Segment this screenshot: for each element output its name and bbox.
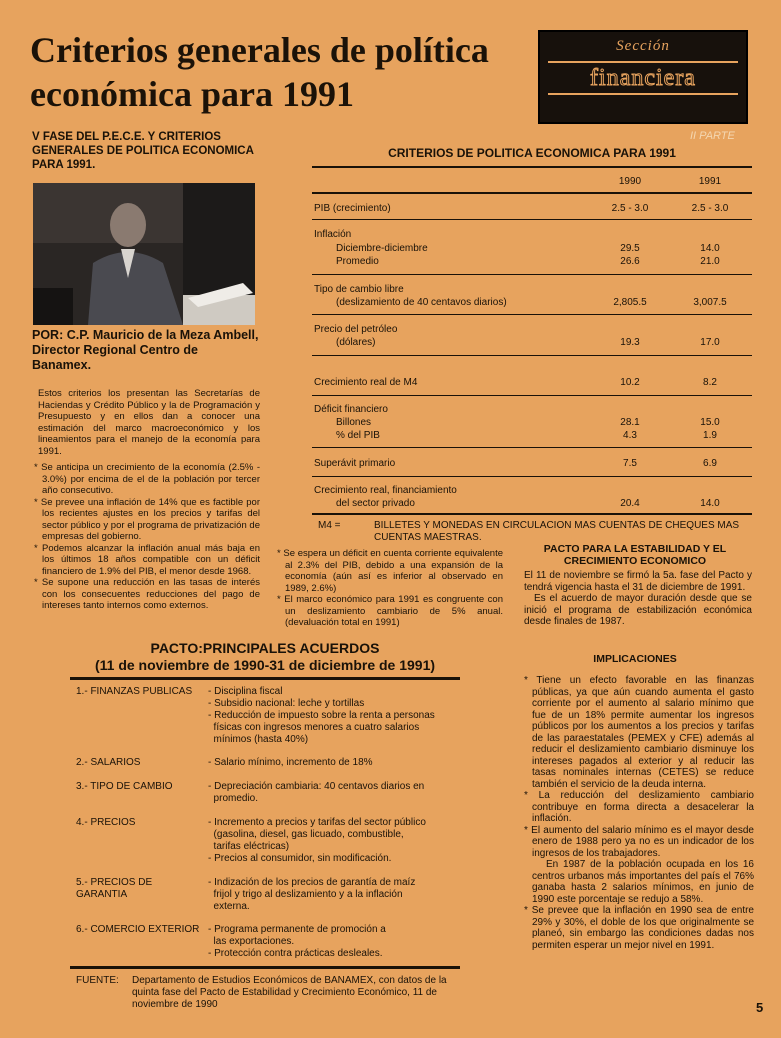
page-title: Criterios generales de política económica para 1991 bbox=[30, 30, 489, 114]
pacto-heading: PACTO PARA LA ESTABILIDAD Y EL CRECIMIENTO ECONOMICO bbox=[543, 543, 727, 567]
table-cell: 7.5 bbox=[623, 458, 637, 469]
criteria-table-title: CRITERIOS DE POLITICA ECONOMICA PARA 1991 bbox=[388, 146, 676, 160]
table-cell: 4.3 bbox=[623, 430, 637, 441]
implicaciones-list bbox=[522, 675, 754, 951]
list-item: * La reducción del deslizamiento cambiario contribuye en forma directa a desacelerar la inflación. bbox=[524, 790, 754, 824]
list-item: * Se espera un déficit en cuenta corriente equivalente al 2.3% del PIB, debido a una expansión de la economía (aún así es inferior al observado en 1989, 2.6%) bbox=[277, 548, 503, 594]
section-badge bbox=[538, 30, 748, 124]
table-row: del sector privado bbox=[336, 498, 415, 509]
table-cell: 15.0 bbox=[700, 417, 720, 428]
row-divider bbox=[312, 395, 752, 396]
m4-key: M4 = bbox=[318, 520, 341, 531]
acuerdo-name: 5.- PRECIOS DE GARANTIA bbox=[76, 877, 153, 900]
acuerdo-name: 1.- FINANZAS PUBLICAS bbox=[76, 686, 193, 697]
table-cell: 14.0 bbox=[700, 498, 720, 509]
table-row: Superávit primario bbox=[314, 458, 396, 469]
list-item: * El aumento del salario mínimo es el mayor desde enero de 1988 pero ya no es un indicador de los ingresos de los trabajadores. bbox=[524, 824, 754, 859]
acuerdos-heading bbox=[70, 640, 460, 674]
acuerdos-period: (11 de noviembre de 1990-31 de diciembre de 1991) bbox=[94, 657, 436, 673]
table-cell: 6.9 bbox=[703, 458, 717, 469]
row-divider bbox=[312, 314, 752, 315]
table-cell: 26.6 bbox=[620, 256, 640, 267]
table-cell: 19.3 bbox=[620, 337, 640, 348]
table-cell: 2,805.5 bbox=[613, 297, 647, 308]
table-cell: 3,007.5 bbox=[693, 297, 727, 308]
row-divider bbox=[312, 447, 752, 448]
source-note bbox=[76, 975, 456, 1011]
list-item: * Se anticipa un crecimiento de la economía (2.5% - 3.0%) por encima de el de la población por tercer año consecutivo. bbox=[34, 462, 260, 496]
table-row: Crecimiento real de M4 bbox=[314, 377, 418, 388]
author-photo bbox=[33, 183, 255, 325]
table-row: Diciembre-diciembre bbox=[336, 243, 428, 254]
acuerdo-desc: - Incremento a precios y tarifas del sector público (gasolina, diesel, gas licuado, combustible, tarifas eléctricas) - Precios al consumidor, sin modificación. bbox=[208, 817, 426, 864]
list-item: * Podemos alcanzar la inflación anual más baja en los últimos 18 años compatible con un déficit financiero de 1.9% del PIB, el menor desde 1968. bbox=[34, 542, 260, 577]
acuerdo-desc: - Depreciación cambiaria: 40 centavos diarios en promedio. bbox=[208, 781, 425, 804]
list-item: * El marco económico para 1991 es congruente con un deslizamiento cambiario de 5% anual. (devaluación total en 1991) bbox=[277, 594, 503, 628]
table-row: Crecimiento real, financiamiento bbox=[314, 485, 457, 496]
table-cell: 14.0 bbox=[700, 243, 720, 254]
table-cell: 10.2 bbox=[620, 377, 640, 388]
acuerdo-desc: - Disciplina fiscal - Subsidio nacional: leche y tortillas - Reducción de impuesto sobre la renta a personas físicas con ingresos menores a cuatro salarios mínimos (hasta 40%) bbox=[208, 686, 435, 745]
row-divider bbox=[312, 274, 752, 275]
table-cell: 1.9 bbox=[703, 430, 717, 441]
m4-footnote bbox=[318, 520, 758, 544]
table-cell: 29.5 bbox=[620, 243, 640, 254]
table-bottom-rule bbox=[312, 513, 752, 515]
table-header-rule bbox=[312, 192, 752, 194]
table-row: Billones bbox=[336, 417, 372, 428]
pacto-text bbox=[524, 570, 752, 628]
table-row: % del PIB bbox=[336, 430, 380, 441]
row-divider bbox=[312, 219, 752, 220]
table-row: (dólares) bbox=[336, 337, 376, 348]
acuerdo-desc: - Indización de los precios de garantía de maíz frijol y trigo al deslizamiento y a la inflación externa. bbox=[208, 877, 416, 912]
acuerdo-desc: - Programa permanente de promoción a las exportaciones. - Protección contra prácticas desleales. bbox=[208, 924, 386, 959]
list-item: * Se prevee una inflación de 14% que es factible por los recientes ajustes en los precios y tarifas del sector público y por el programa de privatización de empresas del gobierno. bbox=[34, 496, 260, 542]
table-row: Precio del petróleo bbox=[314, 324, 398, 335]
list-item: * Tiene un efecto favorable en las finanzas públicas, ya que aún cuando aumenta el gasto corriente por el aumento al salario mínimo que fue de un 18% permite aumentar los ingresos públicos por los aumentos a los precios y tarifas de las paraestatales (PEMEX y CFE) además al reducir el deslizamiento cambiario disminuye los intereses pagados al exterior y al reducir las tasas nominales internas (CETES) se reduce también el servicio de la deuda interna. bbox=[524, 675, 754, 790]
subtitle: V FASE DEL P.E.C.E. Y CRITERIOS GENERALES DE POLITICA ECONOMICA PARA 1991. bbox=[32, 131, 254, 171]
row-divider bbox=[312, 355, 752, 356]
implicaciones-heading: IMPLICACIONES bbox=[593, 653, 677, 665]
badge-top-label: Sección bbox=[616, 38, 670, 54]
table-row: Inflación bbox=[314, 229, 352, 240]
acuerdos-bottom-rule bbox=[70, 966, 460, 969]
table-cell: 2.5 - 3.0 bbox=[691, 203, 729, 214]
list-item: En 1987 de la población ocupada en los 16 centros urbanos más importantes del país el 76% ganaba hasta 2 salarios mínimos, en junio de 1990 este porcentaje se redujo a 58%. bbox=[532, 859, 754, 905]
pacto-paragraph-1: El 11 de noviembre se firmó la 5a. fase del Pacto y tendrá vigencia hasta el 31 de diciembre de 1991. bbox=[524, 570, 752, 593]
table-row: (deslizamiento de 40 centavos diarios) bbox=[336, 297, 507, 308]
part-label: II PARTE bbox=[690, 130, 735, 142]
table-row: PIB (crecimiento) bbox=[314, 203, 391, 214]
table-row: Tipo de cambio libre bbox=[314, 284, 404, 295]
table-cell: 21.0 bbox=[700, 256, 720, 267]
list-item: * Se prevee que la inflación en 1990 sea de entre 29% y 30%, el doble de los que originalmente se planeó, sin embargo las condiciones dadas nos permiten esperar un mejor nivel en 1991. bbox=[524, 905, 754, 951]
table-top-rule bbox=[312, 166, 752, 168]
acuerdo-desc: - Salario mínimo, incremento de 18% bbox=[208, 757, 373, 768]
column-header-1991: 1991 bbox=[698, 176, 722, 187]
table-row: Déficit financiero bbox=[314, 404, 388, 415]
acuerdos-top-rule bbox=[70, 677, 460, 680]
acuerdo-name: 6.- COMERCIO EXTERIOR bbox=[76, 924, 200, 935]
middle-bullets bbox=[275, 548, 503, 629]
list-item: * Se supone una reducción en las tasas de interés con los consecuentes reducciones del pago de intereses tanto internos como externos. bbox=[34, 577, 260, 611]
table-cell: 28.1 bbox=[620, 417, 640, 428]
acuerdo-name: 4.- PRECIOS bbox=[76, 817, 136, 828]
table-cell: 2.5 - 3.0 bbox=[611, 203, 649, 214]
acuerdo-name: 2.- SALARIOS bbox=[76, 757, 141, 768]
table-cell: 17.0 bbox=[700, 337, 720, 348]
source-key: FUENTE: bbox=[76, 975, 119, 986]
row-divider bbox=[312, 476, 752, 477]
author-credit: POR: C.P. Mauricio de la Meza Ambell, Director Regional Centro de Banamex. bbox=[32, 328, 259, 372]
badge-main-label: financiera bbox=[548, 61, 738, 95]
table-cell: 8.2 bbox=[703, 377, 717, 388]
acuerdo-name: 3.- TIPO DE CAMBIO bbox=[76, 781, 173, 792]
table-row: Promedio bbox=[336, 256, 379, 267]
table-cell: 20.4 bbox=[620, 498, 640, 509]
left-bullets bbox=[32, 462, 260, 612]
intro-paragraph: Estos criterios los presentan las Secretarías de Haciendas y Crédito Público y la de Programación y Presupuesto y en ellos dan a conocer una estimación del marco macroeconómico y los lineamientos para el manejo de la economía para 1991. bbox=[38, 388, 260, 457]
acuerdos-title: PACTO:PRINCIPALES ACUERDOS bbox=[150, 640, 380, 656]
pacto-paragraph-2: Es el acuerdo de mayor duración desde que se inició el programa de estabilización económica desde finales de 1987. bbox=[524, 593, 752, 627]
column-header-1990: 1990 bbox=[618, 176, 642, 187]
page-number: 5 bbox=[756, 1000, 764, 1015]
m4-definition: BILLETES Y MONEDAS EN CIRCULACION MAS CUENTAS DE CHEQUES MAS CUENTAS MAESTRAS. bbox=[374, 520, 740, 543]
source-text: Departamento de Estudios Económicos de BANAMEX, con datos de la quinta fase del Pacto de Estabilidad y Crecimiento Económico, 11 de noviembre de 1990 bbox=[132, 975, 447, 1010]
